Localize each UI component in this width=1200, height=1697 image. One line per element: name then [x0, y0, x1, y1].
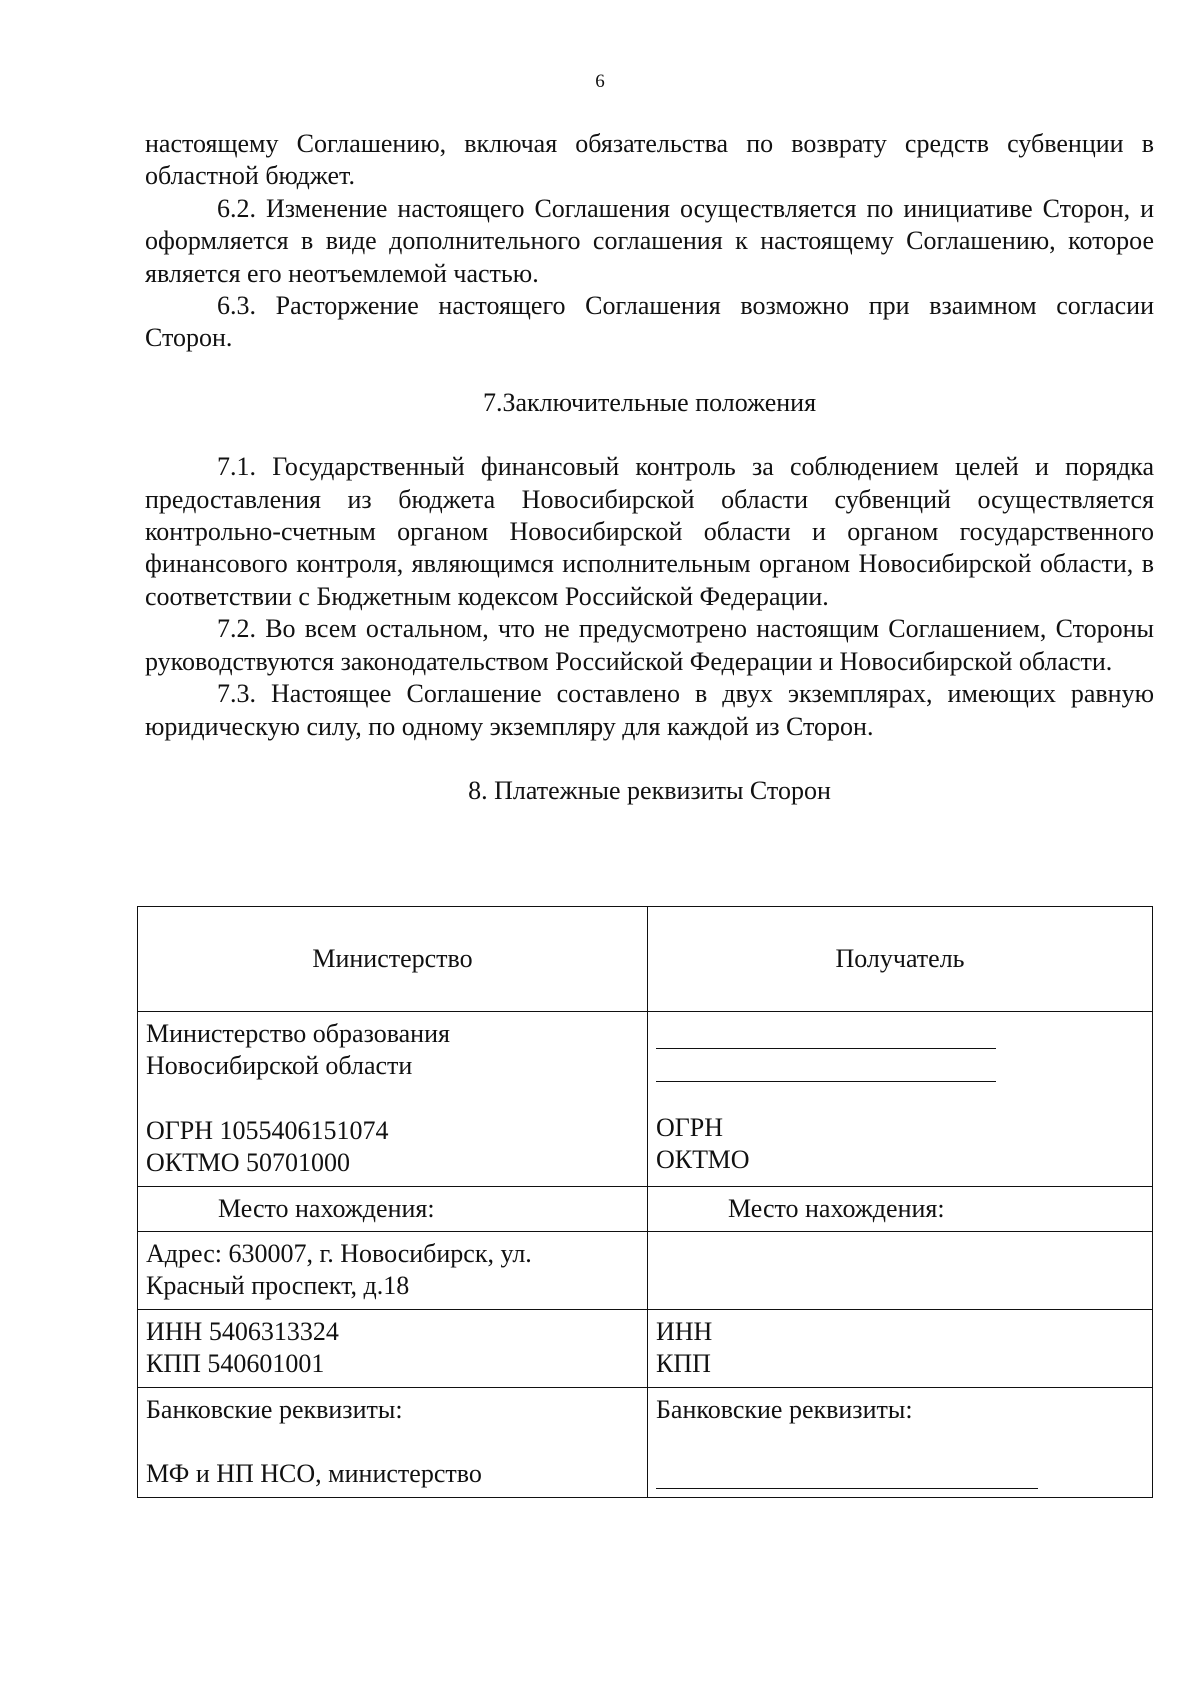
- page-number: 6: [595, 71, 605, 92]
- recipient-bank-cell: [648, 1387, 1153, 1497]
- recipient-location-label: Место нахождения:: [648, 1186, 1153, 1231]
- ministry-bank-value: МФ и НП НСО, министерство: [146, 1459, 482, 1489]
- recipient-bank-label: Банковские реквизиты:: [656, 1394, 913, 1424]
- ministry-address-line1: Адрес: 630007, г. Новосибирск, ул.: [146, 1239, 532, 1269]
- recipient-identity-cell: [648, 1012, 1153, 1187]
- recipient-kpp: КПП: [656, 1349, 711, 1379]
- paragraph-continuation: настоящему Соглашению, включая обязательства по возврату средств субвенции в областной бюджет.: [145, 129, 1154, 191]
- column-header-ministry: Министерство: [138, 907, 648, 1012]
- recipient-ogrn: ОГРН: [656, 1113, 724, 1142]
- ministry-bank-cell: [138, 1387, 648, 1497]
- ministry-name-line2: Новосибирской области: [146, 1051, 413, 1081]
- recipient-address-cell: [648, 1232, 1153, 1310]
- ministry-kpp: КПП 540601001: [146, 1349, 325, 1379]
- document-body: [145, 128, 1154, 807]
- ministry-location-label: Место нахождения:: [138, 1186, 648, 1231]
- recipient-name-blank-2: [656, 1051, 996, 1082]
- ministry-address-line2: Красный проспект, д.18: [146, 1271, 410, 1301]
- ministry-tax-cell: [138, 1309, 648, 1387]
- recipient-tax-cell: [648, 1309, 1153, 1387]
- paragraph-7-2: 7.2. Во всем остальном, что не предусмотрено настоящим Соглашением, Стороны руководствуются законодательством Российской Федерации и Новосибирской области.: [145, 614, 1154, 676]
- paragraph-6-2: 6.2. Изменение настоящего Соглашения осуществляется по инициативе Сторон, и оформляется в виде дополнительного соглашения к настоящему Соглашению, которое является его неотъемлемой частью.: [145, 193, 1154, 288]
- ministry-bank-label: Банковские реквизиты:: [146, 1394, 403, 1424]
- paragraph-6-3: 6.3. Расторжение настоящего Соглашения возможно при взаимном согласии Сторон.: [145, 291, 1154, 353]
- payment-details-table: [137, 906, 1153, 1498]
- section-7-title: 7.Заключительные положения: [482, 387, 817, 417]
- ministry-inn: ИНН 5406313324: [146, 1316, 339, 1346]
- recipient-name-blank-1: [656, 1018, 996, 1049]
- paragraph-7-3: 7.3. Настоящее Соглашение составлено в двух экземплярах, имеющих равную юридическую силу, по одному экземпляру для каждой из Сторон.: [145, 679, 1154, 741]
- column-header-recipient: Получатель: [648, 907, 1153, 1012]
- recipient-inn: ИНН: [656, 1316, 713, 1346]
- paragraph-7-1: 7.1. Государственный финансовый контроль за соблюдением целей и порядка предоставления из бюджета Новосибирской области субвенций осуществляется контрольно-счетным органом Новосибирской области и органом государственного финансового контроля, являющимся исполнительным органом Новосибирской области, в соответствии с Бюджетным кодексом Российской Федерации.: [145, 452, 1154, 611]
- recipient-bank-blank: [656, 1458, 1038, 1489]
- recipient-oktmo: ОКТМО: [656, 1145, 750, 1175]
- ministry-oktmo: ОКТМО 50701000: [146, 1148, 351, 1178]
- ministry-address-cell: [138, 1232, 648, 1310]
- ministry-name-line1: Министерство образования: [146, 1019, 450, 1048]
- section-8-title: 8. Платежные реквизиты Сторон: [468, 775, 831, 805]
- ministry-identity-cell: [138, 1012, 648, 1187]
- ministry-ogrn: ОГРН 1055406151074: [146, 1115, 389, 1145]
